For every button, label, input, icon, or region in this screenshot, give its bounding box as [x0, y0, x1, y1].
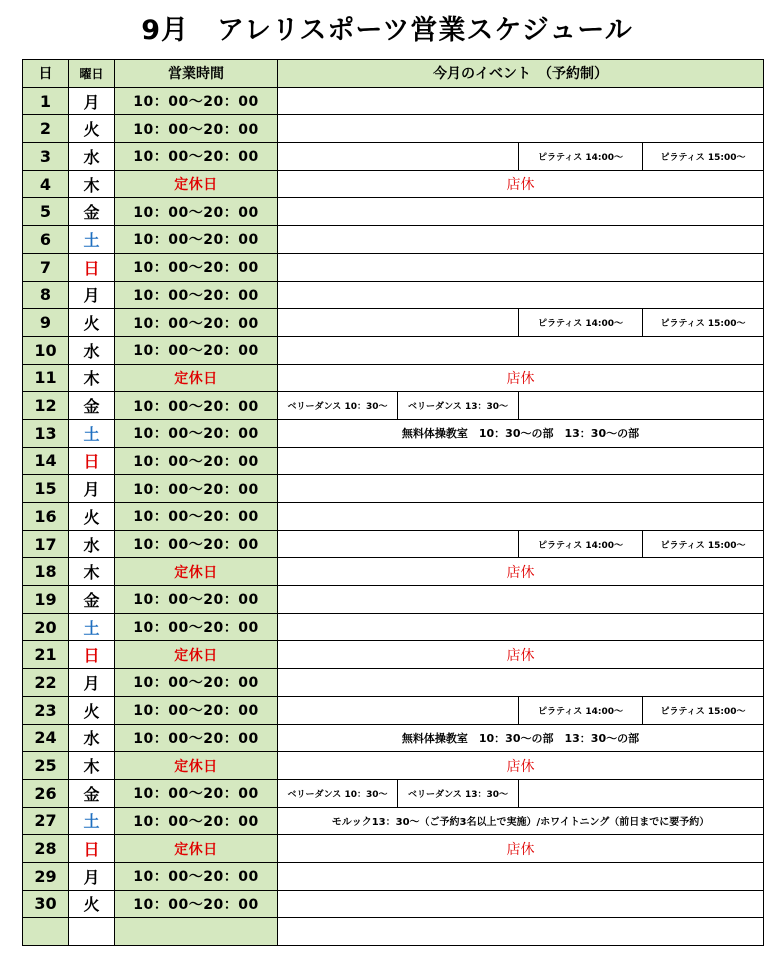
- day-cell: 9: [23, 309, 69, 337]
- event-cell: [278, 198, 764, 226]
- weekday-cell: 火: [69, 115, 115, 143]
- table-row: [23, 309, 764, 337]
- event-cell: [278, 226, 764, 254]
- weekday-cell: 木: [69, 752, 115, 780]
- day-cell: 3: [23, 143, 69, 171]
- table-row: [23, 890, 764, 918]
- table-row: [23, 419, 764, 447]
- weekday-cell: [69, 918, 115, 946]
- day-cell: 29: [23, 862, 69, 890]
- day-cell: 22: [23, 669, 69, 697]
- weekday-cell: 水: [69, 143, 115, 171]
- weekday-cell: 金: [69, 392, 115, 420]
- closed-day-cell: 定休日: [115, 752, 278, 780]
- hours-cell: 10：00～20：00: [115, 281, 278, 309]
- closed-day-cell: 定休日: [115, 170, 278, 198]
- table-row: [23, 226, 764, 254]
- hours-cell: 10：00～20：00: [115, 115, 278, 143]
- table-row: [23, 613, 764, 641]
- day-cell: 5: [23, 198, 69, 226]
- pilates-event-cell: ピラティス 15:00～: [643, 696, 764, 724]
- weekday-cell: 月: [69, 862, 115, 890]
- pilates-event-cell: ピラティス 14:00～: [519, 143, 643, 171]
- day-cell: 24: [23, 724, 69, 752]
- hours-cell: 10：00～20：00: [115, 475, 278, 503]
- hours-cell: 10：00～20：00: [115, 696, 278, 724]
- hours-cell: 10：00～20：00: [115, 253, 278, 281]
- table-row: [23, 447, 764, 475]
- header-weekday: 曜日: [69, 60, 115, 88]
- closed-day-cell: 定休日: [115, 641, 278, 669]
- hours-cell: 10：00～20：00: [115, 226, 278, 254]
- store-closed-cell: 店休: [278, 641, 764, 669]
- hours-cell: 10：00～20：00: [115, 779, 278, 807]
- hours-cell: 10：00～20：00: [115, 392, 278, 420]
- hours-cell: 10：00～20：00: [115, 87, 278, 115]
- event-cell: [519, 392, 764, 420]
- table-row: [23, 586, 764, 614]
- table-row: [23, 724, 764, 752]
- hours-cell: 10：00～20：00: [115, 419, 278, 447]
- hours-cell: 10：00～20：00: [115, 143, 278, 171]
- pilates-event-cell: ピラティス 15:00～: [643, 530, 764, 558]
- weekday-cell: 木: [69, 558, 115, 586]
- table-row: [23, 918, 764, 946]
- event-cell: [278, 613, 764, 641]
- pilates-event-cell: ピラティス 14:00～: [519, 530, 643, 558]
- table-row: [23, 696, 764, 724]
- table-row: [23, 752, 764, 780]
- event-cell: [278, 87, 764, 115]
- event-cell: [278, 586, 764, 614]
- day-cell: 13: [23, 419, 69, 447]
- table-row: [23, 558, 764, 586]
- weekday-cell: 土: [69, 226, 115, 254]
- table-row: [23, 503, 764, 531]
- pilates-event-cell: ピラティス 14:00～: [519, 309, 643, 337]
- event-cell: [278, 115, 764, 143]
- day-cell: 18: [23, 558, 69, 586]
- table-row: [23, 779, 764, 807]
- event-cell: [278, 918, 764, 946]
- event-cell: [278, 475, 764, 503]
- table-row: [23, 475, 764, 503]
- weekday-cell: 月: [69, 281, 115, 309]
- day-cell: 15: [23, 475, 69, 503]
- table-row: [23, 170, 764, 198]
- day-cell: 7: [23, 253, 69, 281]
- weekday-cell: 水: [69, 336, 115, 364]
- day-cell: 27: [23, 807, 69, 835]
- hours-cell: 10：00～20：00: [115, 447, 278, 475]
- day-cell: 11: [23, 364, 69, 392]
- weekday-cell: 金: [69, 198, 115, 226]
- day-cell: 14: [23, 447, 69, 475]
- table-row: [23, 143, 764, 171]
- day-cell: 25: [23, 752, 69, 780]
- weekday-cell: 木: [69, 364, 115, 392]
- store-closed-cell: 店休: [278, 558, 764, 586]
- hours-cell: 10：00～20：00: [115, 724, 278, 752]
- table-row: [23, 835, 764, 863]
- day-cell: 6: [23, 226, 69, 254]
- table-row: [23, 198, 764, 226]
- event-cell: [278, 336, 764, 364]
- hours-cell: 10：00～20：00: [115, 613, 278, 641]
- table-row: [23, 253, 764, 281]
- store-closed-cell: 店休: [278, 835, 764, 863]
- page-title: 9月 アレリスポーツ営業スケジュール: [141, 15, 633, 46]
- pilates-event-cell: ピラティス 14:00～: [519, 696, 643, 724]
- event-cell: [278, 503, 764, 531]
- weekday-cell: 水: [69, 530, 115, 558]
- header-day: 日: [23, 60, 69, 88]
- day-cell: [23, 918, 69, 946]
- header-events: 今月のイベント （予約制）: [278, 60, 764, 88]
- event-cell: [278, 530, 519, 558]
- bellydance-event-cell: ベリーダンス 10：30～: [278, 392, 398, 420]
- table-row: [23, 281, 764, 309]
- hours-cell: 10：00～20：00: [115, 309, 278, 337]
- table-row: [23, 364, 764, 392]
- table-row: [23, 336, 764, 364]
- day-cell: 4: [23, 170, 69, 198]
- event-cell: [278, 890, 764, 918]
- schedule-table: [22, 59, 764, 946]
- hours-cell: 10：00～20：00: [115, 503, 278, 531]
- day-cell: 17: [23, 530, 69, 558]
- day-cell: 28: [23, 835, 69, 863]
- table-row: [23, 641, 764, 669]
- weekday-cell: 月: [69, 475, 115, 503]
- store-closed-cell: 店休: [278, 364, 764, 392]
- hours-cell: 10：00～20：00: [115, 586, 278, 614]
- table-row: [23, 87, 764, 115]
- bellydance-event-cell: ベリーダンス 13：30～: [398, 779, 519, 807]
- event-cell: [278, 253, 764, 281]
- table-row: [23, 862, 764, 890]
- pilates-event-cell: ピラティス 15:00～: [643, 309, 764, 337]
- weekday-cell: 月: [69, 669, 115, 697]
- weekday-cell: 土: [69, 419, 115, 447]
- day-cell: 26: [23, 779, 69, 807]
- day-cell: 19: [23, 586, 69, 614]
- hours-cell: 10：00～20：00: [115, 530, 278, 558]
- day-cell: 1: [23, 87, 69, 115]
- weekday-cell: 日: [69, 641, 115, 669]
- hours-cell: 10：00～20：00: [115, 669, 278, 697]
- hours-cell: 10：00～20：00: [115, 198, 278, 226]
- day-cell: 21: [23, 641, 69, 669]
- bellydance-event-cell: ベリーダンス 10：30～: [278, 779, 398, 807]
- closed-day-cell: 定休日: [115, 364, 278, 392]
- hours-cell: 10：00～20：00: [115, 336, 278, 364]
- day-cell: 10: [23, 336, 69, 364]
- weekday-cell: 火: [69, 890, 115, 918]
- event-cell: [278, 281, 764, 309]
- weekday-cell: 水: [69, 724, 115, 752]
- day-cell: 20: [23, 613, 69, 641]
- closed-day-cell: 定休日: [115, 558, 278, 586]
- closed-day-cell: 定休日: [115, 835, 278, 863]
- weekday-cell: 火: [69, 309, 115, 337]
- day-cell: 16: [23, 503, 69, 531]
- event-cell: モルック13：30～（ご予約3名以上で実施）/ホワイトニング（前日までに要予約）: [278, 807, 764, 835]
- hours-cell: 10：00～20：00: [115, 807, 278, 835]
- day-cell: 2: [23, 115, 69, 143]
- event-cell: [278, 143, 519, 171]
- event-cell: [519, 779, 764, 807]
- day-cell: 23: [23, 696, 69, 724]
- event-cell: [278, 862, 764, 890]
- table-row: [23, 669, 764, 697]
- event-cell: [278, 309, 519, 337]
- weekday-cell: 土: [69, 613, 115, 641]
- weekday-cell: 土: [69, 807, 115, 835]
- store-closed-cell: 店休: [278, 752, 764, 780]
- header-row: [23, 60, 764, 88]
- day-cell: 8: [23, 281, 69, 309]
- hours-cell: [115, 918, 278, 946]
- day-cell: 30: [23, 890, 69, 918]
- store-closed-cell: 店休: [278, 170, 764, 198]
- table-row: [23, 392, 764, 420]
- weekday-cell: 日: [69, 447, 115, 475]
- header-hours: 営業時間: [115, 60, 278, 88]
- event-cell: [278, 669, 764, 697]
- pilates-event-cell: ピラティス 15:00～: [643, 143, 764, 171]
- weekday-cell: 火: [69, 503, 115, 531]
- weekday-cell: 日: [69, 835, 115, 863]
- weekday-cell: 金: [69, 586, 115, 614]
- event-cell: 無料体操教室 10：30～の部 13：30～の部: [278, 419, 764, 447]
- table-row: [23, 530, 764, 558]
- hours-cell: 10：00～20：00: [115, 862, 278, 890]
- day-cell: 12: [23, 392, 69, 420]
- event-cell: 無料体操教室 10：30～の部 13：30～の部: [278, 724, 764, 752]
- table-row: [23, 807, 764, 835]
- weekday-cell: 木: [69, 170, 115, 198]
- weekday-cell: 火: [69, 696, 115, 724]
- hours-cell: 10：00～20：00: [115, 890, 278, 918]
- weekday-cell: 金: [69, 779, 115, 807]
- weekday-cell: 月: [69, 87, 115, 115]
- weekday-cell: 日: [69, 253, 115, 281]
- event-cell: [278, 696, 519, 724]
- bellydance-event-cell: ベリーダンス 13：30～: [398, 392, 519, 420]
- event-cell: [278, 447, 764, 475]
- table-row: [23, 115, 764, 143]
